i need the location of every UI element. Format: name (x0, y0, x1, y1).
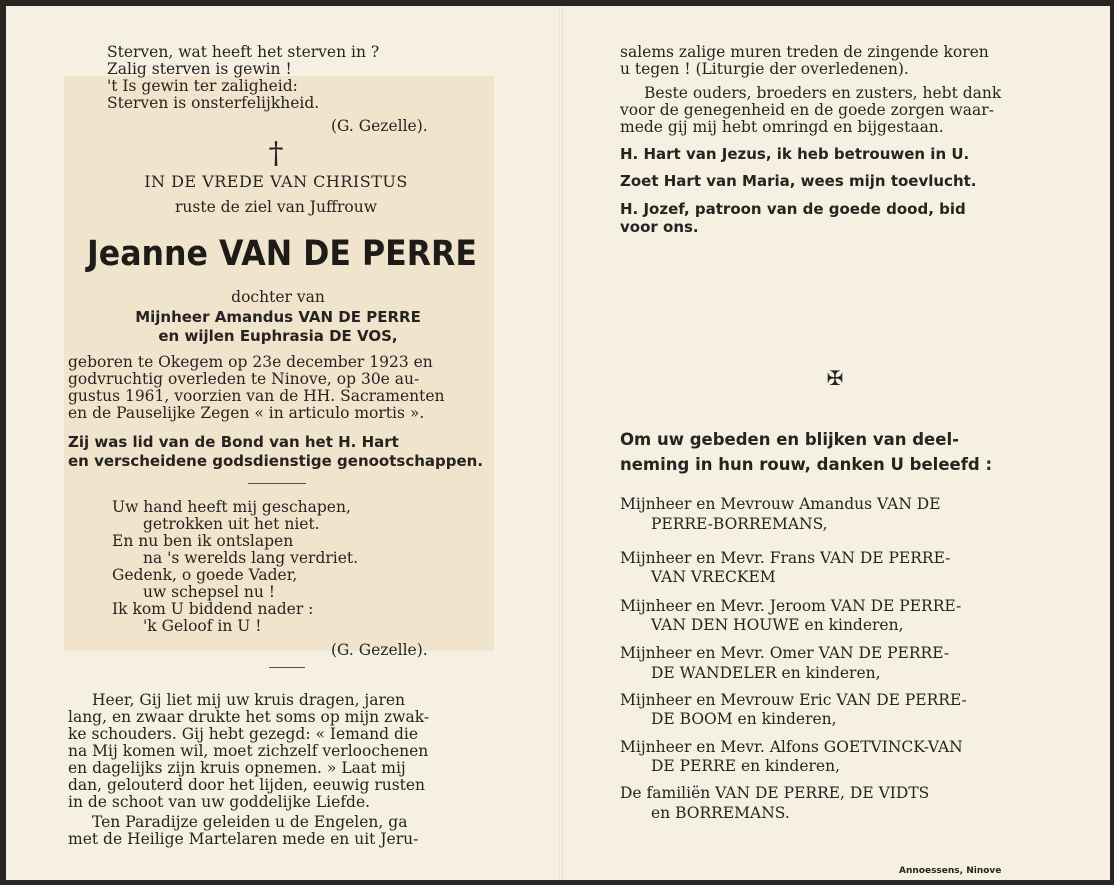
family-line: Mijnheer en Mevrouw Amandus VAN DE (620, 495, 941, 513)
poem1-author: (G. Gezelle). (331, 117, 428, 135)
thanks-line: mede gij mij hebt omringd en bijgestaan. (620, 118, 944, 136)
memorial-card (6, 6, 1110, 880)
invocation-line: voor ons. (620, 218, 699, 236)
bio-line: en de Pauselijke Zegen « in articulo mortis ». (68, 404, 425, 422)
poem2-line: Gedenk, o goede Vader, (112, 566, 298, 584)
maltese-cross-icon: ✠ (826, 366, 844, 390)
poem2-line: na 's werelds lang verdriet. (143, 549, 359, 567)
poem2-author: (G. Gezelle). (331, 641, 428, 659)
cross-icon: † (268, 136, 284, 171)
printer-mark: Annoessens, Ninove (899, 866, 1002, 876)
family-line: Mijnheer en Mevrouw Eric VAN DE PERRE- (620, 691, 967, 709)
bio-line: godvruchtig overleden te Ninove, op 30e au- (68, 370, 420, 388)
family-line: DE BOOM en kinderen, (651, 710, 837, 728)
prayer-line: na Mij komen wil, moet zichzelf verloochenen (68, 742, 429, 760)
prayer-line: lang, en zwaar drukte het soms op mijn zwak- (68, 708, 430, 726)
invocation-line: Zoet Hart van Maria, wees mijn toevlucht. (620, 172, 977, 190)
family-line: en BORREMANS. (651, 804, 790, 822)
deceased-name: Jeanne VAN DE PERRE (87, 234, 477, 274)
prayer-line: ke schouders. Gij hebt gezegd: « Iemand die (68, 725, 418, 743)
prayer-line: en dagelijks zijn kruis opnemen. » Laat mij (68, 759, 406, 777)
bio-line: gustus 1961, voorzien van de HH. Sacramenten (68, 387, 445, 405)
divider (248, 483, 306, 484)
family-line: VAN VRECKEM (651, 568, 776, 586)
thanks-line: Beste ouders, broeders en zusters, hebt dank (644, 84, 1002, 102)
prayer-line: Ten Paradijze geleiden u de Engelen, ga (92, 813, 408, 831)
family-line: Mijnheer en Mevr. Alfons GOETVINCK-VAN (620, 738, 963, 756)
mother-name: en wijlen Euphrasia DE VOS, (158, 327, 398, 345)
bio-line: geboren te Okegem op 23e december 1923 en (68, 353, 433, 371)
poem2-line: uw schepsel nu ! (143, 583, 276, 601)
invocation-line: H. Jozef, patroon van de goede dood, bid (620, 200, 966, 218)
family-line: PERRE-BORREMANS, (651, 515, 828, 533)
prayer-cont-line: salems zalige muren treden de zingende koren (620, 43, 989, 61)
poem1-line: Zalig sterven is gewin ! (107, 60, 292, 78)
poem1-line: Sterven, wat heeft het sterven in ? (107, 43, 380, 61)
poem2-line: Uw hand heeft mij geschapen, (112, 498, 351, 516)
membership-line: en verscheidene godsdienstige genootschappen. (68, 452, 484, 470)
family-line: De familiën VAN DE PERRE, DE VIDTS (620, 784, 930, 802)
poem2-line: 'k Geloof in U ! (143, 617, 262, 635)
prayer-line: met de Heilige Martelaren mede en uit Jeru- (68, 830, 419, 848)
membership-line: Zij was lid van de Bond van het H. Hart (68, 433, 399, 451)
center-fold (559, 6, 563, 880)
poem2-line: Ik kom U biddend nader : (112, 600, 314, 618)
rests-line: ruste de ziel van Juffrouw (175, 198, 377, 216)
invocation-line: H. Hart van Jezus, ik heb betrouwen in U. (620, 145, 970, 163)
father-name: Mijnheer Amandus VAN DE PERRE (135, 308, 421, 326)
prayer-line: dan, gelouterd door het lijden, eeuwig rusten (68, 776, 426, 794)
family-line: DE PERRE en kinderen, (651, 757, 840, 775)
poem1-line: Sterven is onsterfelijkheid. (107, 94, 320, 112)
poem2-line: En nu ben ik ontslapen (112, 532, 294, 550)
prayer-cont-line: u tegen ! (Liturgie der overledenen). (620, 60, 909, 78)
thanks-heading-line: Om uw gebeden en blijken van deel- (620, 430, 959, 449)
family-line: DE WANDELER en kinderen, (651, 664, 881, 682)
family-line: Mijnheer en Mevr. Jeroom VAN DE PERRE- (620, 597, 962, 615)
divider (269, 667, 305, 668)
thanks-line: voor de genegenheid en de goede zorgen waar- (620, 101, 994, 119)
family-line: Mijnheer en Mevr. Omer VAN DE PERRE- (620, 644, 950, 662)
poem1-line: 't Is gewin ter zaligheid: (107, 77, 298, 95)
peace-line: IN DE VREDE VAN CHRISTUS (144, 172, 408, 191)
daughter-of: dochter van (231, 288, 325, 306)
prayer-line: in de schoot van uw goddelijke Liefde. (68, 793, 371, 811)
poem2-line: getrokken uit het niet. (143, 515, 320, 533)
prayer-line: Heer, Gij liet mij uw kruis dragen, jaren (92, 691, 406, 709)
family-line: Mijnheer en Mevr. Frans VAN DE PERRE- (620, 549, 951, 567)
family-line: VAN DEN HOUWE en kinderen, (651, 616, 904, 634)
thanks-heading-line: neming in hun rouw, danken U beleefd : (620, 455, 993, 474)
